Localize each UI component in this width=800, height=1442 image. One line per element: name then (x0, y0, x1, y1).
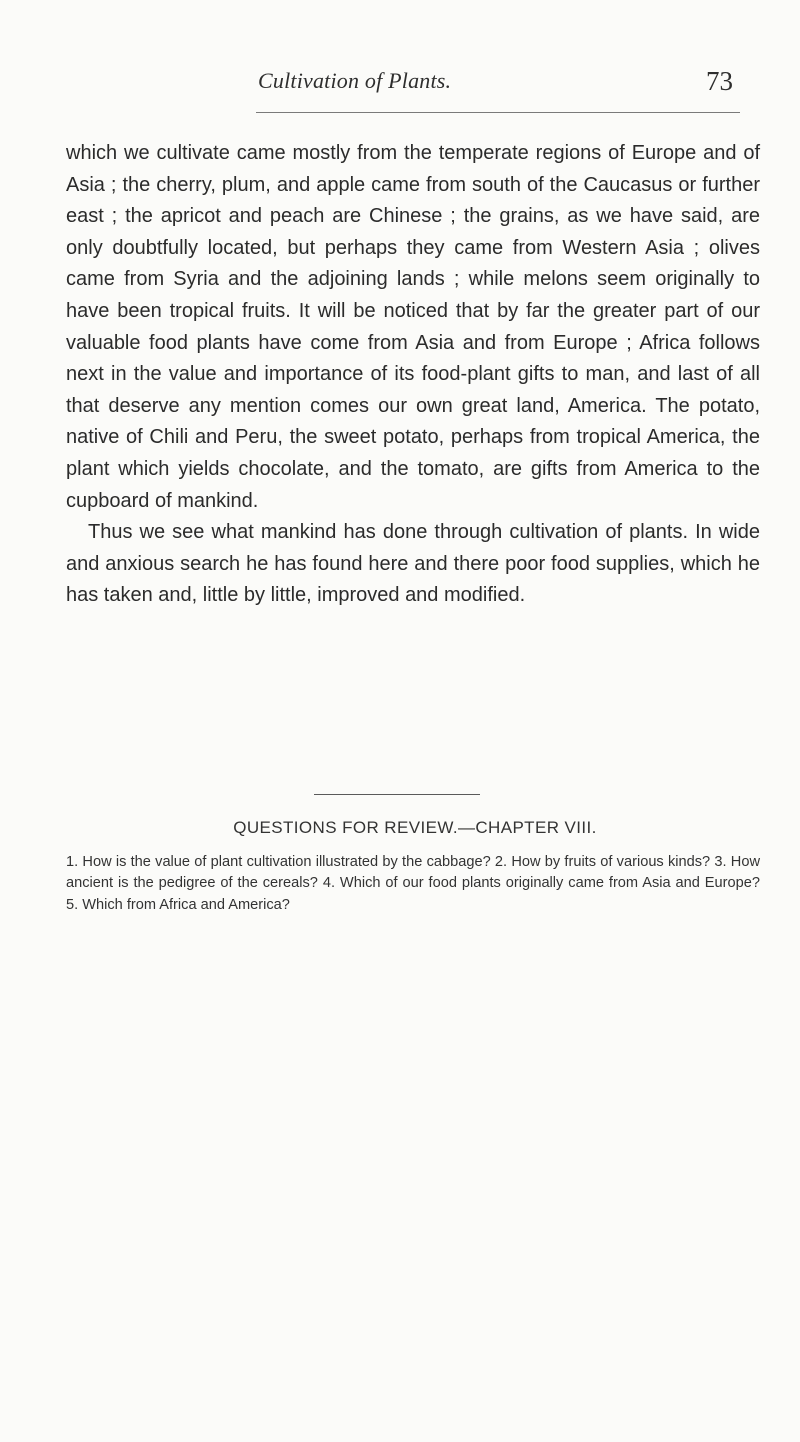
review-questions-heading: QUESTIONS FOR REVIEW.—CHAPTER VIII. (233, 818, 597, 837)
body-paragraph-2: Thus we see what mankind has done through cultivation of plants. In wide and anxious search he has found here and there poor food supplies, which he has taken and, little by little, improved and modified. (66, 521, 760, 607)
body-text (66, 138, 760, 612)
section-divider (314, 794, 480, 795)
review-questions (66, 852, 760, 916)
page-number: 73 (706, 66, 733, 96)
header-rule (256, 112, 740, 113)
running-title: Cultivation of Plants. (258, 68, 452, 93)
body-paragraph-1: which we cultivate came mostly from the temperate regions of Europe and of Asia ; the cherry, plum, and apple came from south of the Caucasus or further east ; the apricot and peach are Chinese ; the grains, as we have said, are only doubtfully located, but perhaps they came from Western Asia ; olives came from Syria and the adjoining lands ; while melons seem originally to have been tropical fruits. It will be noticed that by far the greater part of our valuable food plants have come from Asia and from Europe ; Africa follows next in the value and importance of its food-plant gifts to man, and last of all that deserve any mention comes our own great land, America. The potato, native of Chili and Peru, the sweet potato, perhaps from tropical America, the plant which yields chocolate, and the tomato, are gifts from America to the cupboard of mankind. (66, 142, 760, 512)
review-questions-text: 1. How is the value of plant cultivation illustrated by the cabbage? 2. How by fruits of various kinds? 3. How ancient is the pedigree of the cereals? 4. Which of our food plants originally came from Asia and Europe? 5. Which from Africa and America? (66, 854, 760, 913)
